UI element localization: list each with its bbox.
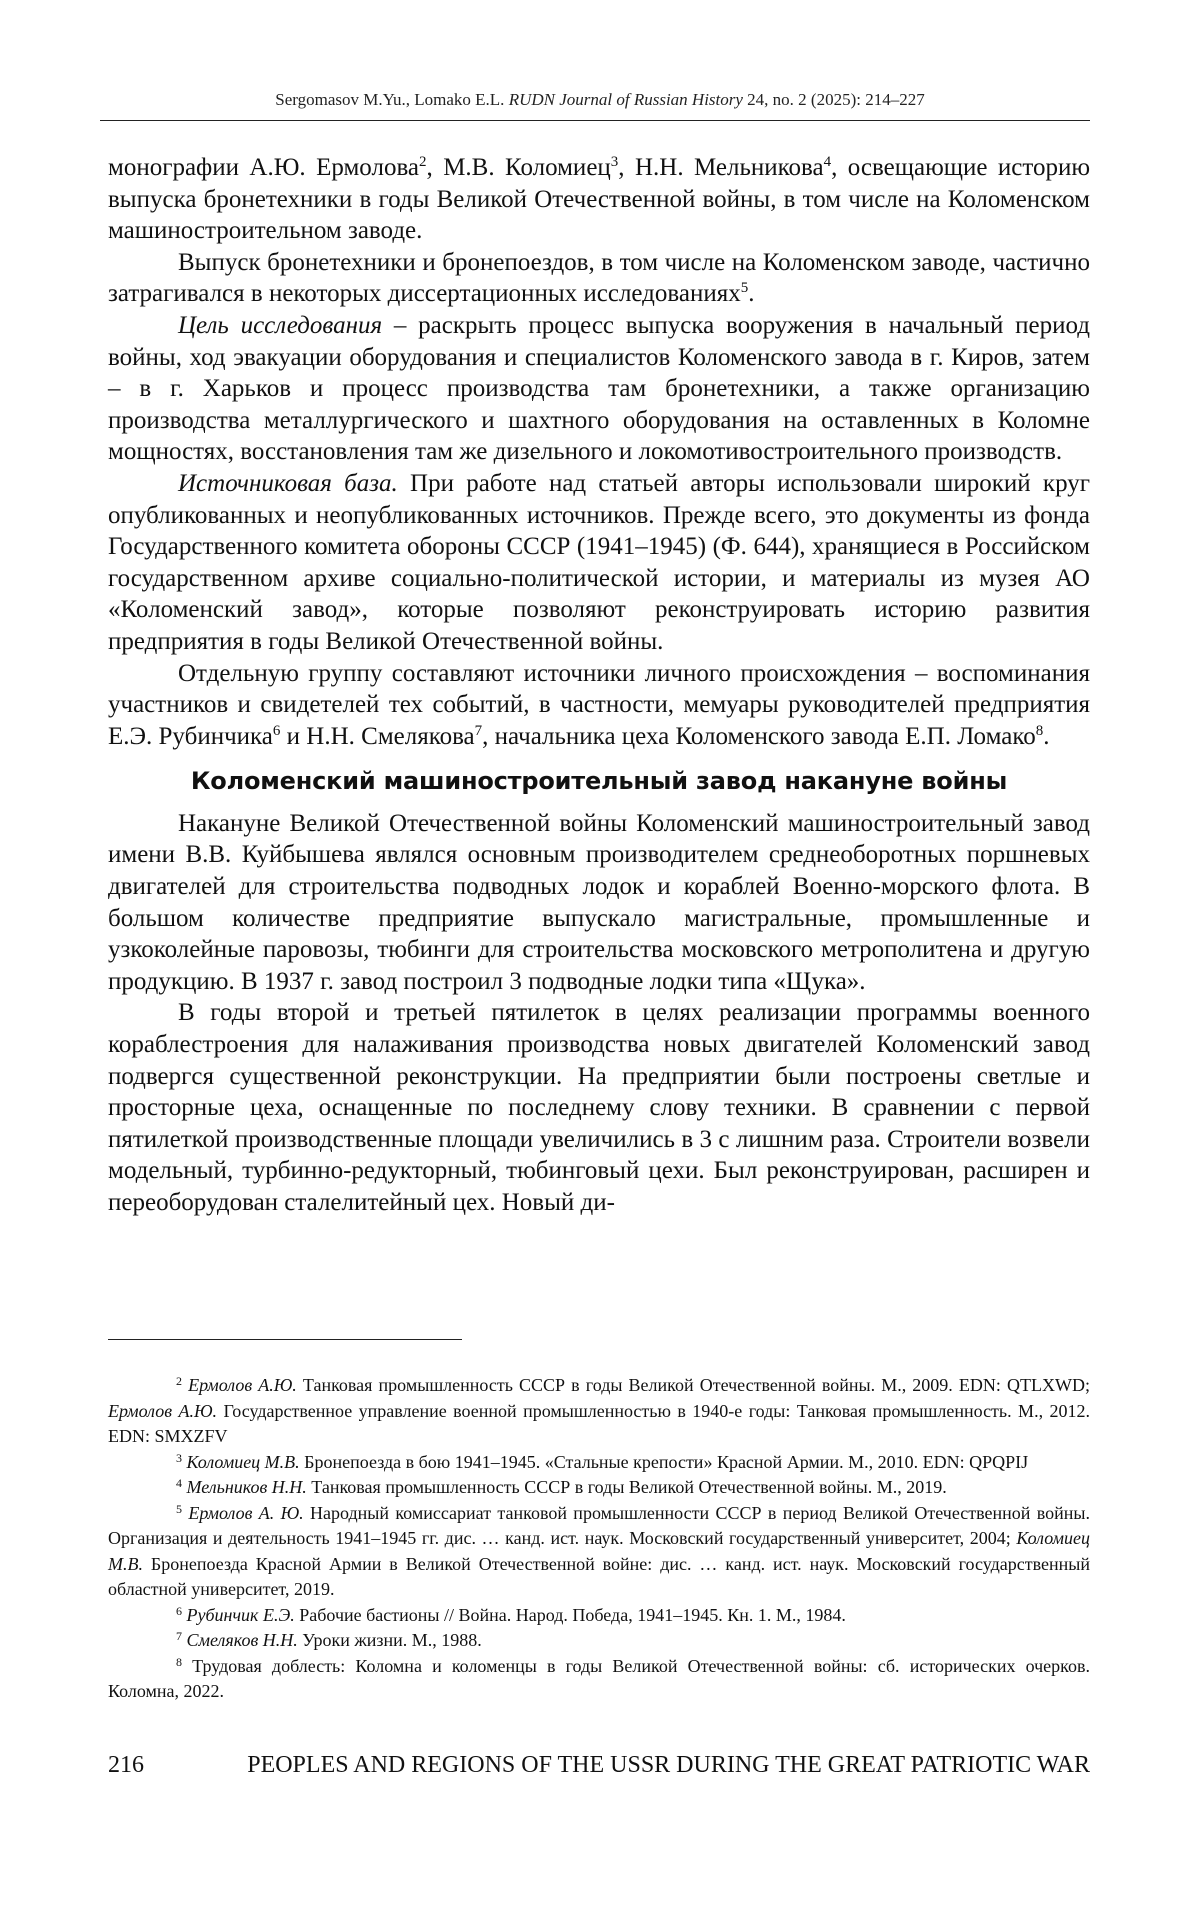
paragraph-2: Выпуск бронетехники и бронепоездов, в том числе на Коломенском заводе, частично затрагивался в некоторых диссертационных исследованиях$^5$.: [108, 248, 1090, 308]
footnote-ref-7[interactable]: 7: [474, 722, 483, 739]
footnote-ref-3[interactable]: 3: [610, 154, 619, 170]
footnote-8: $^8$ Трудовая доблесть: Коломна и коломенцы в годы Великой Отечественной войны: сб. исторических очерков. Коломна, 2022.: [108, 1654, 1090, 1701]
footnote-6: $^6$ Рубинчик Е.Э. Рабочие бастионы // Война. Народ. Победа, 1941–1945. Кн. 1. М., 1984.: [176, 1603, 846, 1625]
source-base-label: Источниковая база.: [178, 469, 398, 497]
research-goal-label: Цель исследования: [178, 311, 383, 339]
paragraph-reconstruction: В годы второй и третьей пятилеток в целях реализации программы военного кораблестроения для налаживания производства новых двигателей Коломенский завод подвергся существенной реконструкции. На предприятии были построены светлые и просторные цеха, оснащенные по последнему слову техники. В сравнении с первой пятилеткой производственные площади увеличились в 3 с лишним раза. Строители возвели модельный, турбинно-редукторный, тюбинговый цехи. Был реконструирован, расширен и переоборудован сталелитейный цех. Новый ди-: [108, 999, 1090, 1216]
paragraph-research-goal: Цель исследования – раскрыть процесс выпуска вооружения в начальный период войны, ход эвакуации оборудования и специалистов Коломенского завода в г. Киров, затем – в г. Харьков и процесс производства там бронетехники, а также организацию производства металлургического и шахтного оборудования на оставленных в Коломне мощностях, восстановления там же дизельного и локомотивостроительного производств.: [108, 311, 1090, 466]
footnote-ref-4[interactable]: 4: [823, 154, 832, 170]
running-head-journal: RUDN Journal of Russian History: [508, 90, 743, 109]
footnote-3: $^3$ Коломиец М.В. Бронепоезда в бою 1941–1945. «Стальные крепости» Красной Армии. М., 2010. EDN: QPQPIJ: [176, 1450, 1029, 1472]
article-body: [108, 152, 1090, 1219]
running-head: [100, 90, 1100, 110]
footnote-4: $^4$ Мельников Н.Н. Танковая промышленность СССР в годы Великой Отечественной войны. М., 2019.: [176, 1476, 947, 1497]
section-heading: Коломенский машиностроительный завод накануне войны: [190, 767, 1008, 796]
paragraph-personal-sources: Отдельную группу составляют источники личного происхождения – воспоминания участников и свидетелей тех событий, в частности, мемуары руководителей предприятия Е.Э. Рубинчика$^6$ и Н.Н. Смелякова$^7$, начальника цеха Коломенского завода Е.П. Ломако$^8$.: [108, 659, 1090, 750]
paragraph-pre-war: Накануне Великой Отечественной войны Коломенский машиностроительный завод имени В.В. Куйбышева являлся основным производителем среднеоборотных поршневых двигателей для строительства подводных лодок и кораблей Военно-морского флота. В большом количестве предприятие выпускало магистральные, промышленные и узкоколейные паровозы, тюбинги для строительства московского метрополитена и другую продукцию. В 1937 г. завод построил 3 подводные лодки типа «Щука».: [108, 809, 1090, 995]
paragraph-1: монографии А.Ю. Ермолова$^2$, М.В. Коломиец$^3$, Н.Н. Мельникова$^4$, освещающие историю выпуска бронетехники в годы Великой Отечественной войны, в том числе на Коломенском машиностроительном заводе.: [108, 154, 1091, 245]
paragraph-source-base: Источниковая база. При работе над статьей авторы использовали широкий круг опубликованных и неопубликованных источников. Прежде всего, это документы из фонда Государственного комитета обороны СССР (1941–1945) (Ф. 644), хранящиеся в Российском государственном архиве социально-политической истории, и материалы из музея АО «Коломенский завод», которые позволяют реконструировать историю развития предприятия в годы Великой Отечественной войны.: [108, 469, 1091, 655]
footnote-rule: [108, 1339, 462, 1340]
footnote-7: $^7$ Смеляков Н.Н. Уроки жизни. М., 1988.: [176, 1629, 482, 1650]
running-head-issue: 24, no. 2 (2025): 214–227: [742, 90, 925, 109]
footnote-ref-8[interactable]: 8: [1035, 722, 1044, 739]
footer-section-title: PEOPLES AND REGIONS OF THE USSR DURING THE GREAT PATRIOTIC WAR: [247, 1752, 1090, 1778]
footnote-5: $^5$ Ермолов А. Ю. Народный комиссариат танковой промышленности СССР в период Великой Отечественной войны. Организация и деятельность 1941–1945 гг. дис. … канд. ист. наук. Московский государственный университет, 2004; Коломиец М.В. Бронепоезда Красной Армии в Великой Отечественной войне: дис. … канд. ист. наук. Московский государственный областной университет, 2019.: [108, 1501, 1090, 1599]
page-footer: [108, 1752, 1090, 1779]
footnotes: [108, 1373, 1090, 1705]
footnote-2: $^2$ Ермолов А.Ю. Танковая промышленность СССР в годы Великой Отечественной войны. М., 2009. EDN: QTLXWD; Ермолов А.Ю. Государственное управление военной промышленностью в 1940-е годы: Танковая промышленность. М., 2012. EDN: SMXZFV: [108, 1374, 1090, 1446]
footnote-ref-2[interactable]: 2: [419, 154, 427, 170]
footnote-ref-6[interactable]: 6: [272, 722, 281, 739]
header-rule: [100, 120, 1090, 121]
page-number: 216: [108, 1752, 144, 1778]
running-head-authors: Sergomasov M.Yu., Lomako E.L.: [275, 90, 509, 109]
footnote-ref-5[interactable]: 5: [740, 280, 749, 297]
